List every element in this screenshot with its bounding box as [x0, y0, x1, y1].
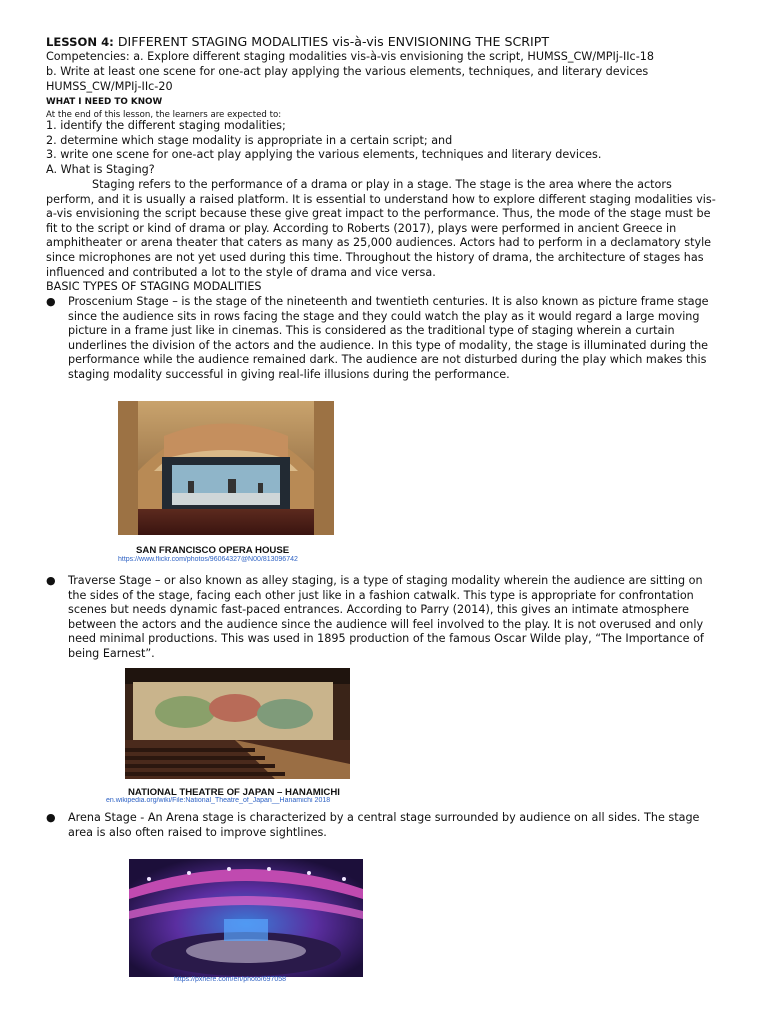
- national-theatre-caption: NATIONAL THEATRE OF JAPAN – HANAMICHI: [128, 787, 340, 798]
- lesson-title: [46, 35, 549, 50]
- lesson-label: LESSON 4:: [46, 35, 114, 49]
- traverse-bullet: Traverse Stage – or also known as alley staging, is a type of staging modality wherein the audience are sitting on the sides of the stage, facing each other just like in a fashion catwalk. This type is appropriate for confrontation scenes but needs dynamic fast-paced entrances. According to Parry (2014), this gives an intimate atmosphere between the actors and the audience since the audience will feel involved to the play. It is not overused and only need minimal productions. This was used in 1895 production of the famous Oscar Wilde play, “The Importance of being Earnest”.: [68, 574, 704, 660]
- arena-bullet: Arena Stage - An Arena stage is characterized by a central stage surrounded by audience on all sides. The stage area is also often raised to improve sightlines.: [68, 811, 700, 839]
- types-heading: BASIC TYPES OF STAGING MODALITIES: [46, 280, 262, 293]
- bullet-dot: ●: [46, 574, 56, 587]
- objective-2: 2. determine which stage modality is appropriate in a certain script; and: [46, 134, 453, 147]
- arena-stage-url[interactable]: https://pxhere.com/en/photo/697058: [174, 976, 287, 983]
- need-to-know-intro: At the end of this lesson, the learners are expected to:: [46, 110, 282, 120]
- opera-house-caption: SAN FRANCISCO OPERA HOUSE: [136, 545, 290, 556]
- lesson-title-text: DIFFERENT STAGING MODALITIES vis-à-vis ENVISIONING THE SCRIPT: [117, 34, 550, 49]
- proscenium-bullet: Proscenium Stage – is the stage of the nineteenth and twentieth centuries. It is also known as picture frame stage since the audience sits in rows facing the stage and they could watch the play as it would regard a large moving picture in a frame just like in cinemas. This is considered as the traditional type of staging wherein a curtain underlines the division of the actors and the audience. In this type of modality, the stage is illuminated during the performance while the audience remained dark. The audience are not disturbed during the play which makes this staging modality successful in giving real-life illusions during the performance.: [68, 295, 709, 381]
- section-a-heading: A. What is Staging?: [46, 163, 155, 176]
- competency-a: Competencies: a. Explore different staging modalities vis-à-vis envisioning the script, HUMSS_CW/MPIj-IIc-18: [46, 50, 654, 63]
- national-theatre-url[interactable]: en.wikipedia.org/wiki/File:National_Theatre_of_Japan__Hanamichi 2018: [106, 797, 331, 804]
- need-to-know-heading: WHAT I NEED TO KNOW: [46, 97, 163, 107]
- staging-paragraph: Staging refers to the performance of a drama or play in a stage. The stage is the area where the actors perform, and it is usually a raised platform. It is essential to understand how to explore different staging modalities vis-a-vis envisioning the script because these give great impact to the performance. Thus, the mode of the stage must be fit to the script or kind of drama or play. According to Roberts (2017), plays were performed in ancient Greece in amphitheater or arena theater that caters as many as 25,000 audiences. Actors had to perform in a declamatory style since microphones are not yet used during this time. Throughout the history of drama, the architecture of stages has influenced and contributed a lot to the style of drama and vice versa.: [46, 178, 716, 279]
- national-theatre-image: [125, 668, 350, 779]
- competency-b-line2: HUMSS_CW/MPIj-IIc-20: [46, 80, 173, 93]
- bullet-dot: ●: [46, 811, 56, 824]
- opera-house-image: [118, 401, 334, 535]
- objective-3: 3. write one scene for one-act play applying the various elements, techniques and literary devices.: [46, 148, 602, 161]
- competency-b-line1: b. Write at least one scene for one-act play applying the various elements, techniques, and literary devices: [46, 65, 649, 78]
- opera-house-url[interactable]: https://www.flickr.com/photos/96064327@N00/813096742: [118, 556, 298, 563]
- arena-stage-image: [129, 859, 363, 977]
- objective-1: 1. identify the different staging modalities;: [46, 119, 286, 132]
- bullet-dot: ●: [46, 295, 56, 308]
